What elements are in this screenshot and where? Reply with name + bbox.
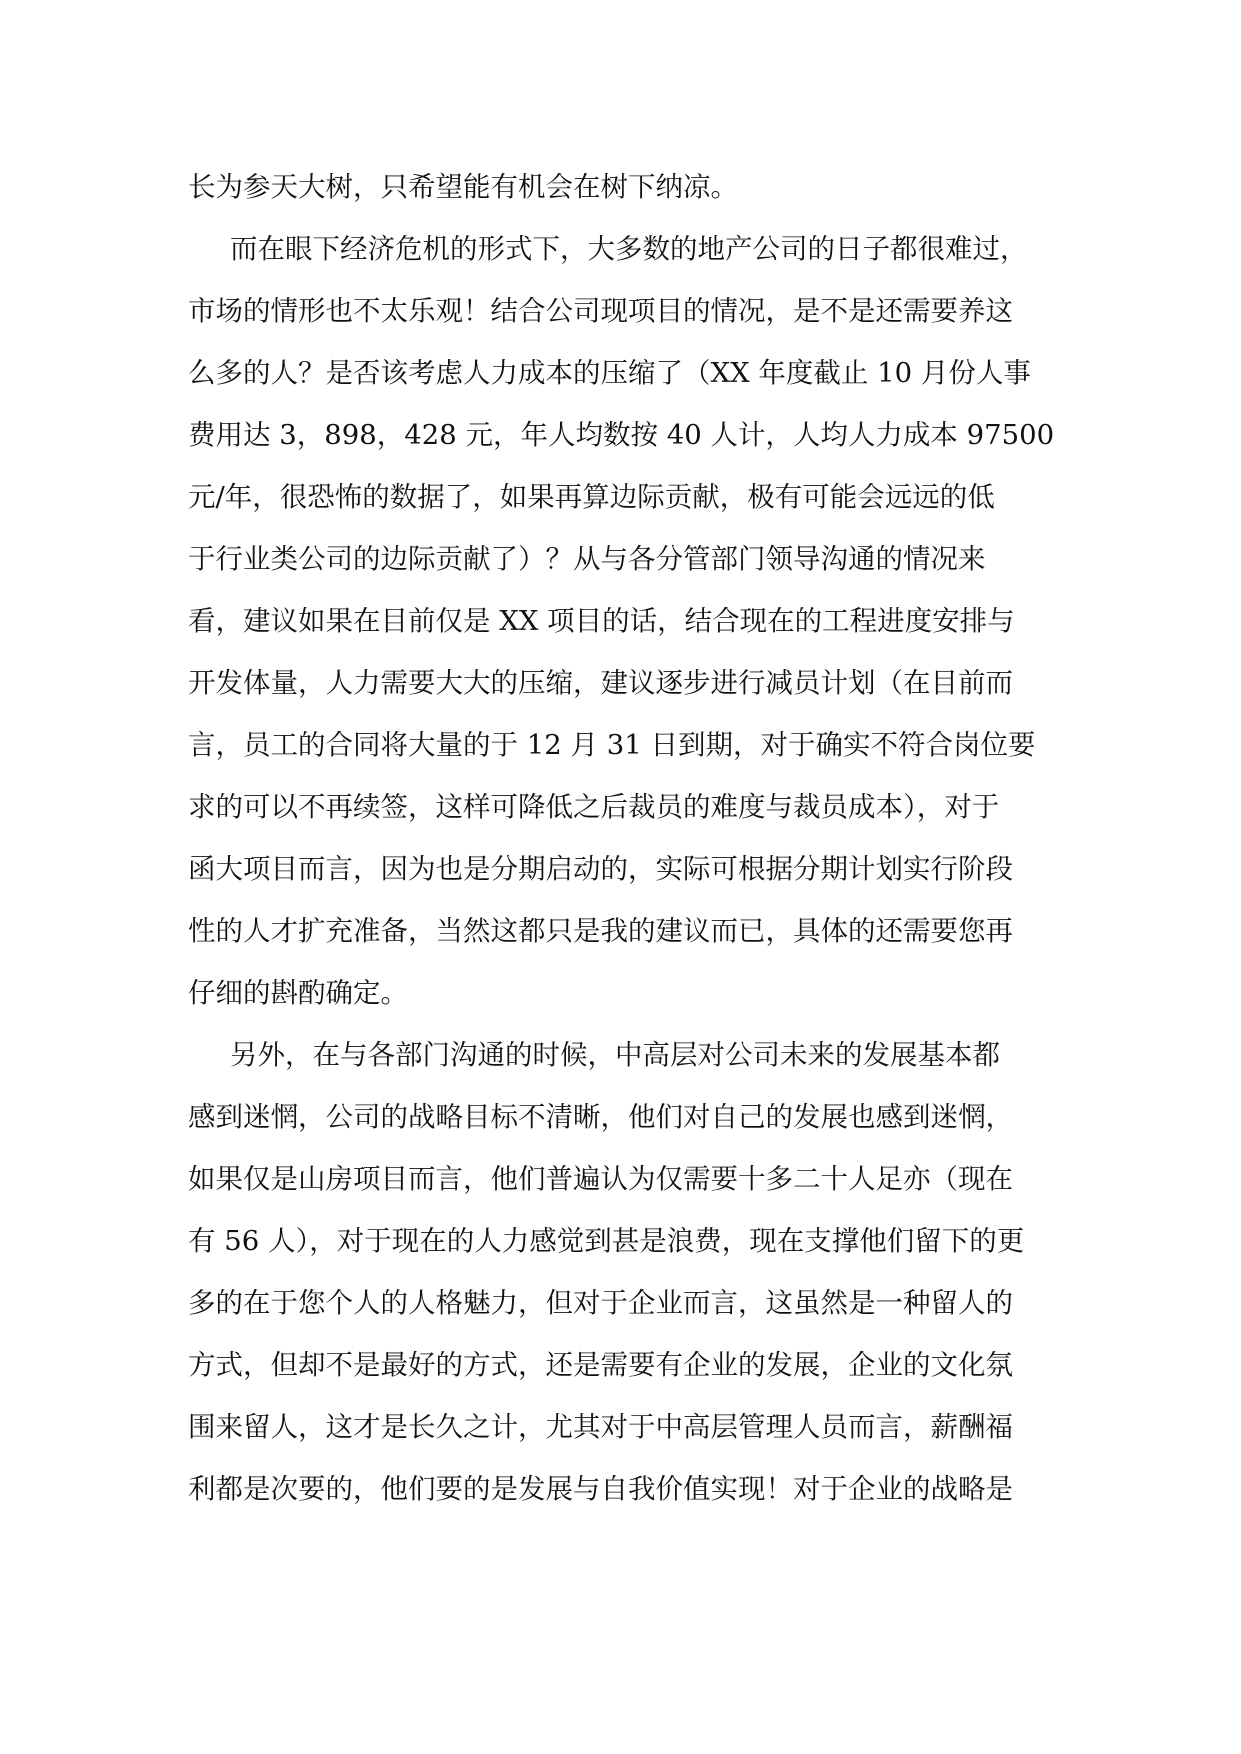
text-line: 于行业类公司的边际贡献了）？从与各分管部门领导沟通的情况来: [188, 543, 986, 575]
text-line: 利都是次要的，他们要的是发展与自我价值实现！对于企业的战略是: [188, 1473, 1013, 1505]
text-line: 感到迷惘，公司的战略目标不清晰，他们对自己的发展也感到迷惘，: [188, 1101, 1013, 1133]
text-line: 看，建议如果在目前仅是 XX 项目的话，结合现在的工程进度安排与: [188, 605, 1015, 637]
text-line: 市场的情形也不太乐观！结合公司现项目的情况，是不是还需要养这: [188, 295, 1013, 327]
text-line: 元/年，很恐怖的数据了，如果再算边际贡献，极有可能会远远的低: [188, 481, 995, 513]
document-body: [188, 156, 1068, 1520]
text-line: 求的可以不再续签，这样可降低之后裁员的难度与裁员成本），对于: [188, 791, 1000, 823]
text-line: 开发体量，人力需要大大的压缩，建议逐步进行减员计划（在目前而: [188, 667, 1013, 699]
text-line: 方式，但却不是最好的方式，还是需要有企业的发展，企业的文化氛: [188, 1349, 1013, 1381]
text-line: 长为参天大树，只希望能有机会在树下纳凉。: [188, 171, 738, 203]
text-line: 多的在于您个人的人格魅力，但对于企业而言，这虽然是一种留人的: [188, 1287, 1013, 1319]
text-line: 仔细的斟酌确定。: [188, 977, 408, 1009]
text-line: 么多的人？是否该考虑人力成本的压缩了（XX 年度截止 10 月份人事: [188, 357, 1031, 389]
text-line: 性的人才扩充准备，当然这都只是我的建议而已，具体的还需要您再: [188, 915, 1013, 947]
text-line: 言，员工的合同将大量的于 12 月 31 日到期，对于确实不符合岗位要: [188, 729, 1036, 761]
text-line: 围来留人，这才是长久之计，尤其对于中高层管理人员而言，薪酬福: [188, 1411, 1013, 1443]
text-line: 费用达 3，898，428 元，年人均数按 40 人计，人均人力成本 97500: [188, 419, 1055, 451]
text-line: 函大项目而言，因为也是分期启动的，实际可根据分期计划实行阶段: [188, 853, 1013, 885]
paragraph-first-line: 而在眼下经济危机的形式下，大多数的地产公司的日子都很难过，: [230, 233, 1028, 265]
text-line: 如果仅是山房项目而言，他们普遍认为仅需要十多二十人足亦（现在: [188, 1163, 1013, 1195]
text-line: 有 56 人），对于现在的人力感觉到甚是浪费，现在支撑他们留下的更: [188, 1225, 1025, 1257]
paragraph-first-line: 另外，在与各部门沟通的时候，中高层对公司未来的发展基本都: [230, 1039, 1000, 1071]
